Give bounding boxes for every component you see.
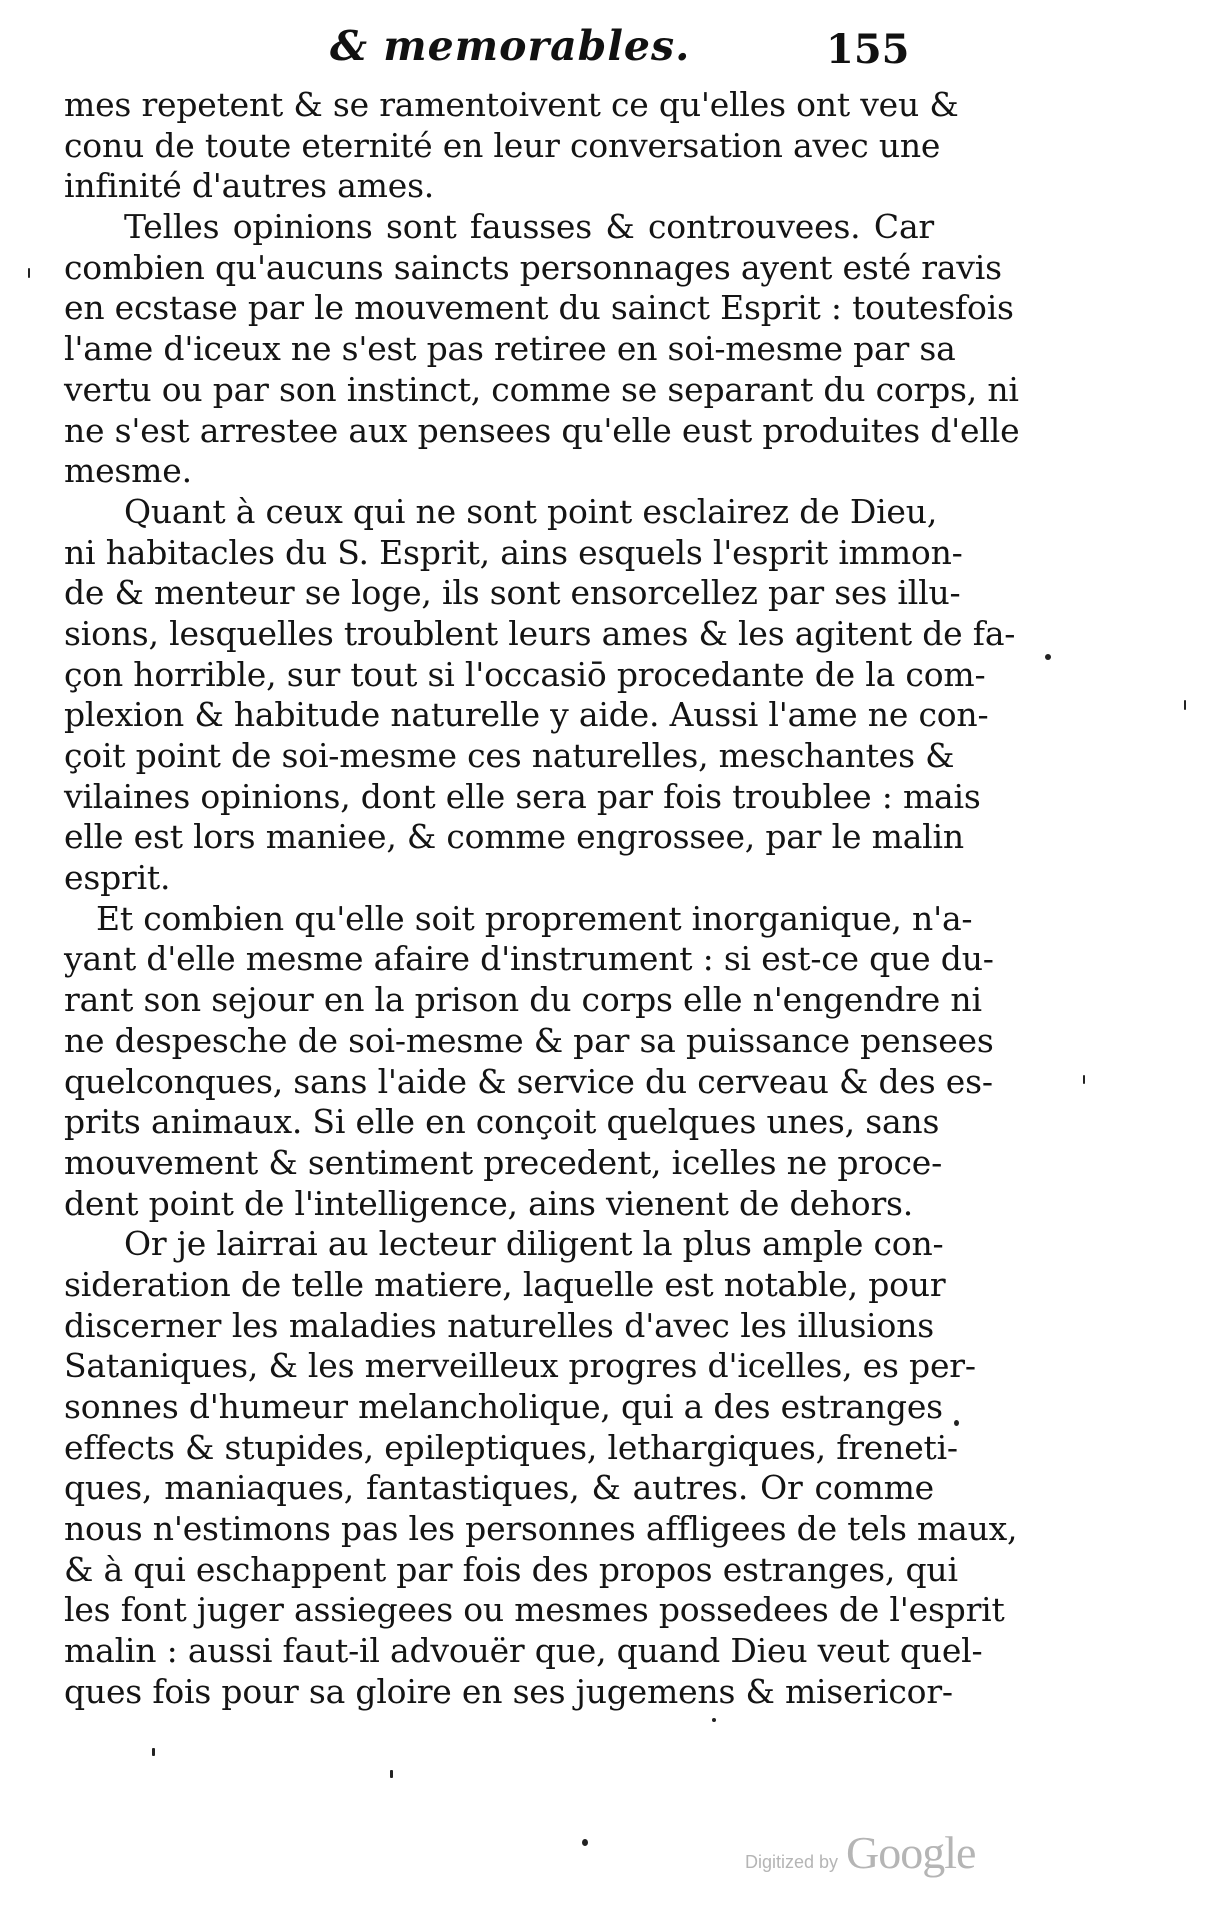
body-text [64,85,1020,1713]
ink-speck [390,1770,393,1778]
text-line: vilaines opinions, dont elle sera par fois troublee : mais [64,776,981,816]
text-line: infinité d'autres ames. [64,166,435,206]
digitized-by-label: Digitized by [745,1852,839,1872]
page-number: 155 [826,26,910,73]
text-line: sonnes d'humeur melancholique, qui a des estranges [64,1387,943,1426]
text-line: en ecstase par le mouvement du sainct Esprit : toutesfois [64,288,1014,328]
text-line: esprit. [64,858,171,898]
text-line: yant d'elle mesme afaire d'instrument : si est-ce que du- [64,939,994,979]
text-line: ni habitacles du S. Esprit, ains esquels l'esprit immon- [64,532,963,572]
paragraph-start-line: Telles opinions sont fausses & controuvees. Car [124,207,934,247]
text-line: les font juger assiegees ou mesmes possedees de l'esprit [64,1590,1005,1630]
text-line: dent point de l'intelligence, ains vienent de dehors. [64,1183,914,1223]
text-line: sideration de telle matiere, laquelle est notable, pour [64,1264,946,1304]
ink-speck [582,1839,588,1846]
running-head: & memorables. [330,22,691,70]
ink-speck [712,1718,716,1722]
text-line: prits animaux. Si elle en conçoit quelques unes, sans [64,1102,940,1142]
google-logo: Google [846,1827,976,1878]
text-line: elle est lors maniee, & comme engrossee, par le malin [64,817,964,857]
ink-speck [1083,1075,1085,1084]
ink-speck [1045,654,1051,660]
text-line: ques fois pour sa gloire en ses jugemens & misericor- [64,1671,953,1711]
text-line: çoit point de soi-mesme ces naturelles, meschantes & [64,736,955,775]
text-line: mouvement & sentiment precedent, icelles ne proce- [64,1142,943,1182]
text-line: & à qui eschappent par fois des propos estranges, qui [64,1549,958,1589]
text-line: nous n'estimons pas les personnes affligees de tels maux, [64,1509,1018,1549]
text-line: rant son sejour en la prison du corps elle n'engendre ni [64,980,982,1020]
ink-speck [28,268,30,278]
text-line: sions, lesquelles troublent leurs ames & les agitent de fa- [64,613,1016,653]
digitized-by-watermark [745,1826,975,1879]
paragraph-start-line: Or je lairrai au lecteur diligent la plus ample con- [124,1224,944,1264]
ink-speck [1184,700,1186,710]
text-line: vertu ou par son instinct, comme se separant du corps, ni [64,369,1019,409]
text-line: combien qu'aucuns saincts personnages ayent esté ravis [64,247,1002,287]
text-line: discerner les maladies naturelles d'avec les illusions [64,1305,934,1345]
text-line: ques, maniaques, fantastiques, & autres. Or comme [64,1468,934,1508]
text-line: l'ame d'iceux ne s'est pas retiree en soi-mesme par sa [64,329,956,369]
text-line: mesme. [64,451,192,491]
text-line: de & menteur se loge, ils sont ensorcellez par ses illu- [64,573,961,613]
text-line: conu de toute eternité en leur conversation avec une [64,125,941,165]
text-line: ne despesche de soi-mesme & par sa puissance pensees [64,1020,994,1060]
text-line: quelconques, sans l'aide & service du cerveau & des es- [64,1061,993,1101]
paragraph-start-line: Et combien qu'elle soit proprement inorganique, n'a- [96,898,973,938]
text-line: mes repetent & se ramentoivent ce qu'elles ont veu & [64,85,959,124]
text-line: effects & stupides, epileptiques, lethargiques, freneti- [64,1427,958,1467]
text-line: malin : aussi faut-il advouër que, quand Dieu veut quel- [64,1631,983,1671]
paragraph-start-line: Quant à ceux qui ne sont point esclairez de Dieu, [124,491,938,531]
ink-speck [954,1420,959,1426]
text-line: çon horrible, sur tout si l'occasiō procedante de la com- [64,654,986,694]
text-line: Sataniques, & les merveilleux progres d'icelles, es per- [64,1346,976,1386]
ink-speck [152,1748,155,1756]
text-line: ne s'est arrestee aux pensees qu'elle eust produites d'elle [64,410,1020,450]
text-line: plexion & habitude naturelle y aide. Aussi l'ame ne con- [64,695,989,735]
